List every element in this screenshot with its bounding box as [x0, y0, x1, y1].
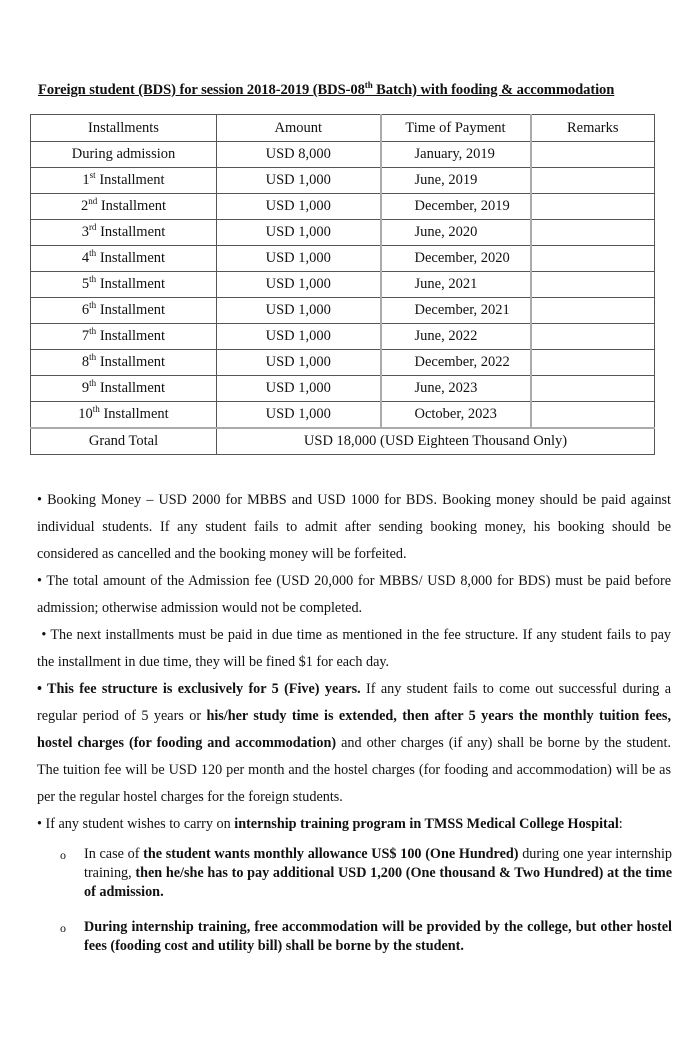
- note-installments: [37, 622, 671, 676]
- time-cell: June, 2022: [381, 324, 531, 350]
- note-booking-money: [37, 487, 671, 568]
- table-row: [31, 402, 655, 429]
- installment-label: Installment: [96, 276, 166, 292]
- remarks-cell: [531, 272, 655, 298]
- bullet-icon: •: [37, 492, 42, 508]
- installment-cell: [31, 142, 217, 168]
- installment-cell: [31, 298, 217, 324]
- header-remarks: Remarks: [531, 115, 655, 142]
- note-five-years: [37, 676, 671, 811]
- remarks-cell: [531, 220, 655, 246]
- table-row: [31, 350, 655, 376]
- installment-label: Installment: [99, 406, 169, 422]
- installment-number: 1: [82, 172, 90, 188]
- note-text: The total amount of the Admission fee (USD 20,000 for MBBS/ USD 8,000 for BDS) must be paid before admission; otherwise admission would not be completed.: [37, 573, 671, 616]
- note-admission-fee: [37, 568, 671, 622]
- ordinal-suffix: th: [89, 274, 97, 285]
- time-cell: June, 2019: [381, 168, 531, 194]
- note-text: The next installments must be paid in due time as mentioned in the fee structure. If any student fails to pay the installment in due time, they will be fined $1 for each day.: [37, 627, 671, 670]
- table-row: [31, 142, 655, 168]
- installment-cell: [31, 194, 217, 220]
- installment-label: Installment: [96, 250, 166, 266]
- time-cell: October, 2023: [381, 402, 531, 429]
- ordinal-suffix: th: [89, 378, 97, 389]
- remarks-cell: [531, 298, 655, 324]
- amount-cell: USD 1,000: [217, 194, 381, 220]
- ordinal-suffix: th: [89, 300, 97, 311]
- table-row: [31, 298, 655, 324]
- table-row: [31, 168, 655, 194]
- grand-total-value: USD 18,000 (USD Eighteen Thousand Only): [217, 428, 655, 455]
- time-cell: June, 2023: [381, 376, 531, 402]
- ordinal-suffix: th: [89, 352, 97, 363]
- installment-number: 7: [81, 328, 90, 344]
- note-text: and other charges (if any) shall be borne by the student. The tuition fee will be USD 120 per month and the hostel charges (for fooding and accommodation) will be as per the regular hostel charges for the foreign students.: [37, 735, 671, 805]
- amount-cell: USD 8,000: [217, 142, 381, 168]
- note-bold-text: his/her study time is extended, then after 5 years the monthly tuition fees, hostel charges (for fooding and accommodation): [37, 708, 671, 751]
- installment-number: 10: [78, 406, 93, 422]
- amount-cell: USD 1,000: [217, 298, 381, 324]
- grand-total-row: [31, 428, 655, 455]
- note-text: during one year internship training,: [84, 846, 672, 881]
- note-bold-text: internship training program in TMSS Medical College Hospital: [234, 816, 619, 832]
- amount-cell: USD 1,000: [217, 168, 381, 194]
- time-cell: January, 2019: [381, 142, 531, 168]
- remarks-cell: [531, 142, 655, 168]
- bullet-icon: •: [37, 681, 42, 697]
- table-row: [31, 376, 655, 402]
- notes-section: [37, 487, 671, 838]
- installment-cell: [31, 376, 217, 402]
- fee-structure-table: [30, 114, 655, 455]
- installment-label: Installment: [95, 172, 165, 188]
- time-cell: December, 2019: [381, 194, 531, 220]
- amount-cell: USD 1,000: [217, 272, 381, 298]
- table-row: [31, 246, 655, 272]
- installment-cell: [31, 168, 217, 194]
- installment-label: Installment: [96, 380, 166, 396]
- remarks-cell: [531, 246, 655, 272]
- installment-cell: [31, 324, 217, 350]
- remarks-cell: [531, 376, 655, 402]
- amount-cell: USD 1,000: [217, 402, 381, 429]
- circle-bullet-icon: o: [60, 848, 66, 862]
- installment-cell: [31, 272, 217, 298]
- remarks-cell: [531, 168, 655, 194]
- installment-number: 5: [81, 276, 90, 292]
- note-text: If any student wishes to carry on: [41, 816, 235, 832]
- installment-label: Installment: [97, 198, 167, 214]
- ordinal-suffix: th: [92, 404, 100, 415]
- note-bold-text: then he/she has to pay additional USD 1,200 (One thousand & Two Hundred) at the time of admission.: [84, 865, 672, 900]
- ordinal-suffix: st: [89, 170, 96, 181]
- title-text-end: Batch) with fooding & accommodation: [372, 81, 615, 98]
- title-text: Foreign student (BDS) for session 2018-2019 (BDS-08: [38, 81, 365, 98]
- installment-number: 2: [80, 198, 89, 214]
- table-header-row: [31, 115, 655, 142]
- header-time-of-payment: Time of Payment: [381, 115, 531, 142]
- installment-label: During admission: [71, 146, 176, 162]
- amount-cell: USD 1,000: [217, 376, 381, 402]
- header-amount: Amount: [217, 115, 381, 142]
- bullet-icon: •: [37, 573, 42, 589]
- installment-cell: [31, 220, 217, 246]
- note-text: Booking Money – USD 2000 for MBBS and USD 1000 for BDS. Booking money should be paid against individual students. If any student fails to admit after sending booking money, his booking should be considered as cancelled and the booking money will be forfeited.: [37, 492, 671, 562]
- installment-label: Installment: [96, 302, 166, 318]
- document-title: [38, 80, 668, 99]
- remarks-cell: [531, 350, 655, 376]
- installment-label: Installment: [96, 354, 166, 370]
- remarks-cell: [531, 194, 655, 220]
- ordinal-suffix: th: [89, 326, 97, 337]
- sub-note-allowance: [60, 845, 672, 902]
- amount-cell: USD 1,000: [217, 220, 381, 246]
- installment-label: Installment: [96, 328, 166, 344]
- installment-label: Installment: [96, 224, 166, 240]
- time-cell: December, 2020: [381, 246, 531, 272]
- title-superscript: th: [364, 80, 373, 90]
- bullet-icon: •: [37, 816, 42, 832]
- note-text: If any student fails to come out successful during a regular period of 5 years or: [37, 681, 671, 724]
- header-installments: Installments: [31, 115, 217, 142]
- table-row: [31, 272, 655, 298]
- grand-total-label: Grand Total: [31, 428, 217, 455]
- installment-cell: [31, 350, 217, 376]
- sub-note-accommodation: [60, 918, 672, 956]
- remarks-cell: [531, 402, 655, 429]
- time-cell: December, 2022: [381, 350, 531, 376]
- ordinal-suffix: th: [89, 248, 97, 259]
- installment-number: 3: [81, 224, 89, 240]
- remarks-cell: [531, 324, 655, 350]
- table-row: [31, 220, 655, 246]
- installment-cell: [31, 246, 217, 272]
- note-text: In case of: [84, 846, 144, 862]
- note-internship: [37, 811, 671, 838]
- installment-number: 9: [81, 380, 90, 396]
- amount-cell: USD 1,000: [217, 324, 381, 350]
- note-bold-text: During internship training, free accommodation will be provided by the college, but other hostel fees (fooding cost and utility bill) shall be borne by the student.: [84, 919, 672, 954]
- note-bold-text: This fee structure is exclusively for 5 (Five) years.: [41, 681, 361, 697]
- bullet-icon: •: [41, 627, 47, 643]
- table-row: [31, 324, 655, 350]
- ordinal-suffix: rd: [88, 222, 97, 233]
- note-bold-text: the student wants monthly allowance US$ 100 (One Hundred): [143, 846, 519, 862]
- ordinal-suffix: nd: [88, 196, 98, 207]
- table-row: [31, 194, 655, 220]
- time-cell: June, 2021: [381, 272, 531, 298]
- time-cell: June, 2020: [381, 220, 531, 246]
- installment-number: 8: [81, 354, 90, 370]
- amount-cell: USD 1,000: [217, 350, 381, 376]
- installment-number: 4: [81, 250, 90, 266]
- installment-number: 6: [81, 302, 90, 318]
- amount-cell: USD 1,000: [217, 246, 381, 272]
- note-text: :: [618, 816, 623, 832]
- time-cell: December, 2021: [381, 298, 531, 324]
- installment-cell: [31, 402, 217, 429]
- circle-bullet-icon: o: [60, 921, 66, 935]
